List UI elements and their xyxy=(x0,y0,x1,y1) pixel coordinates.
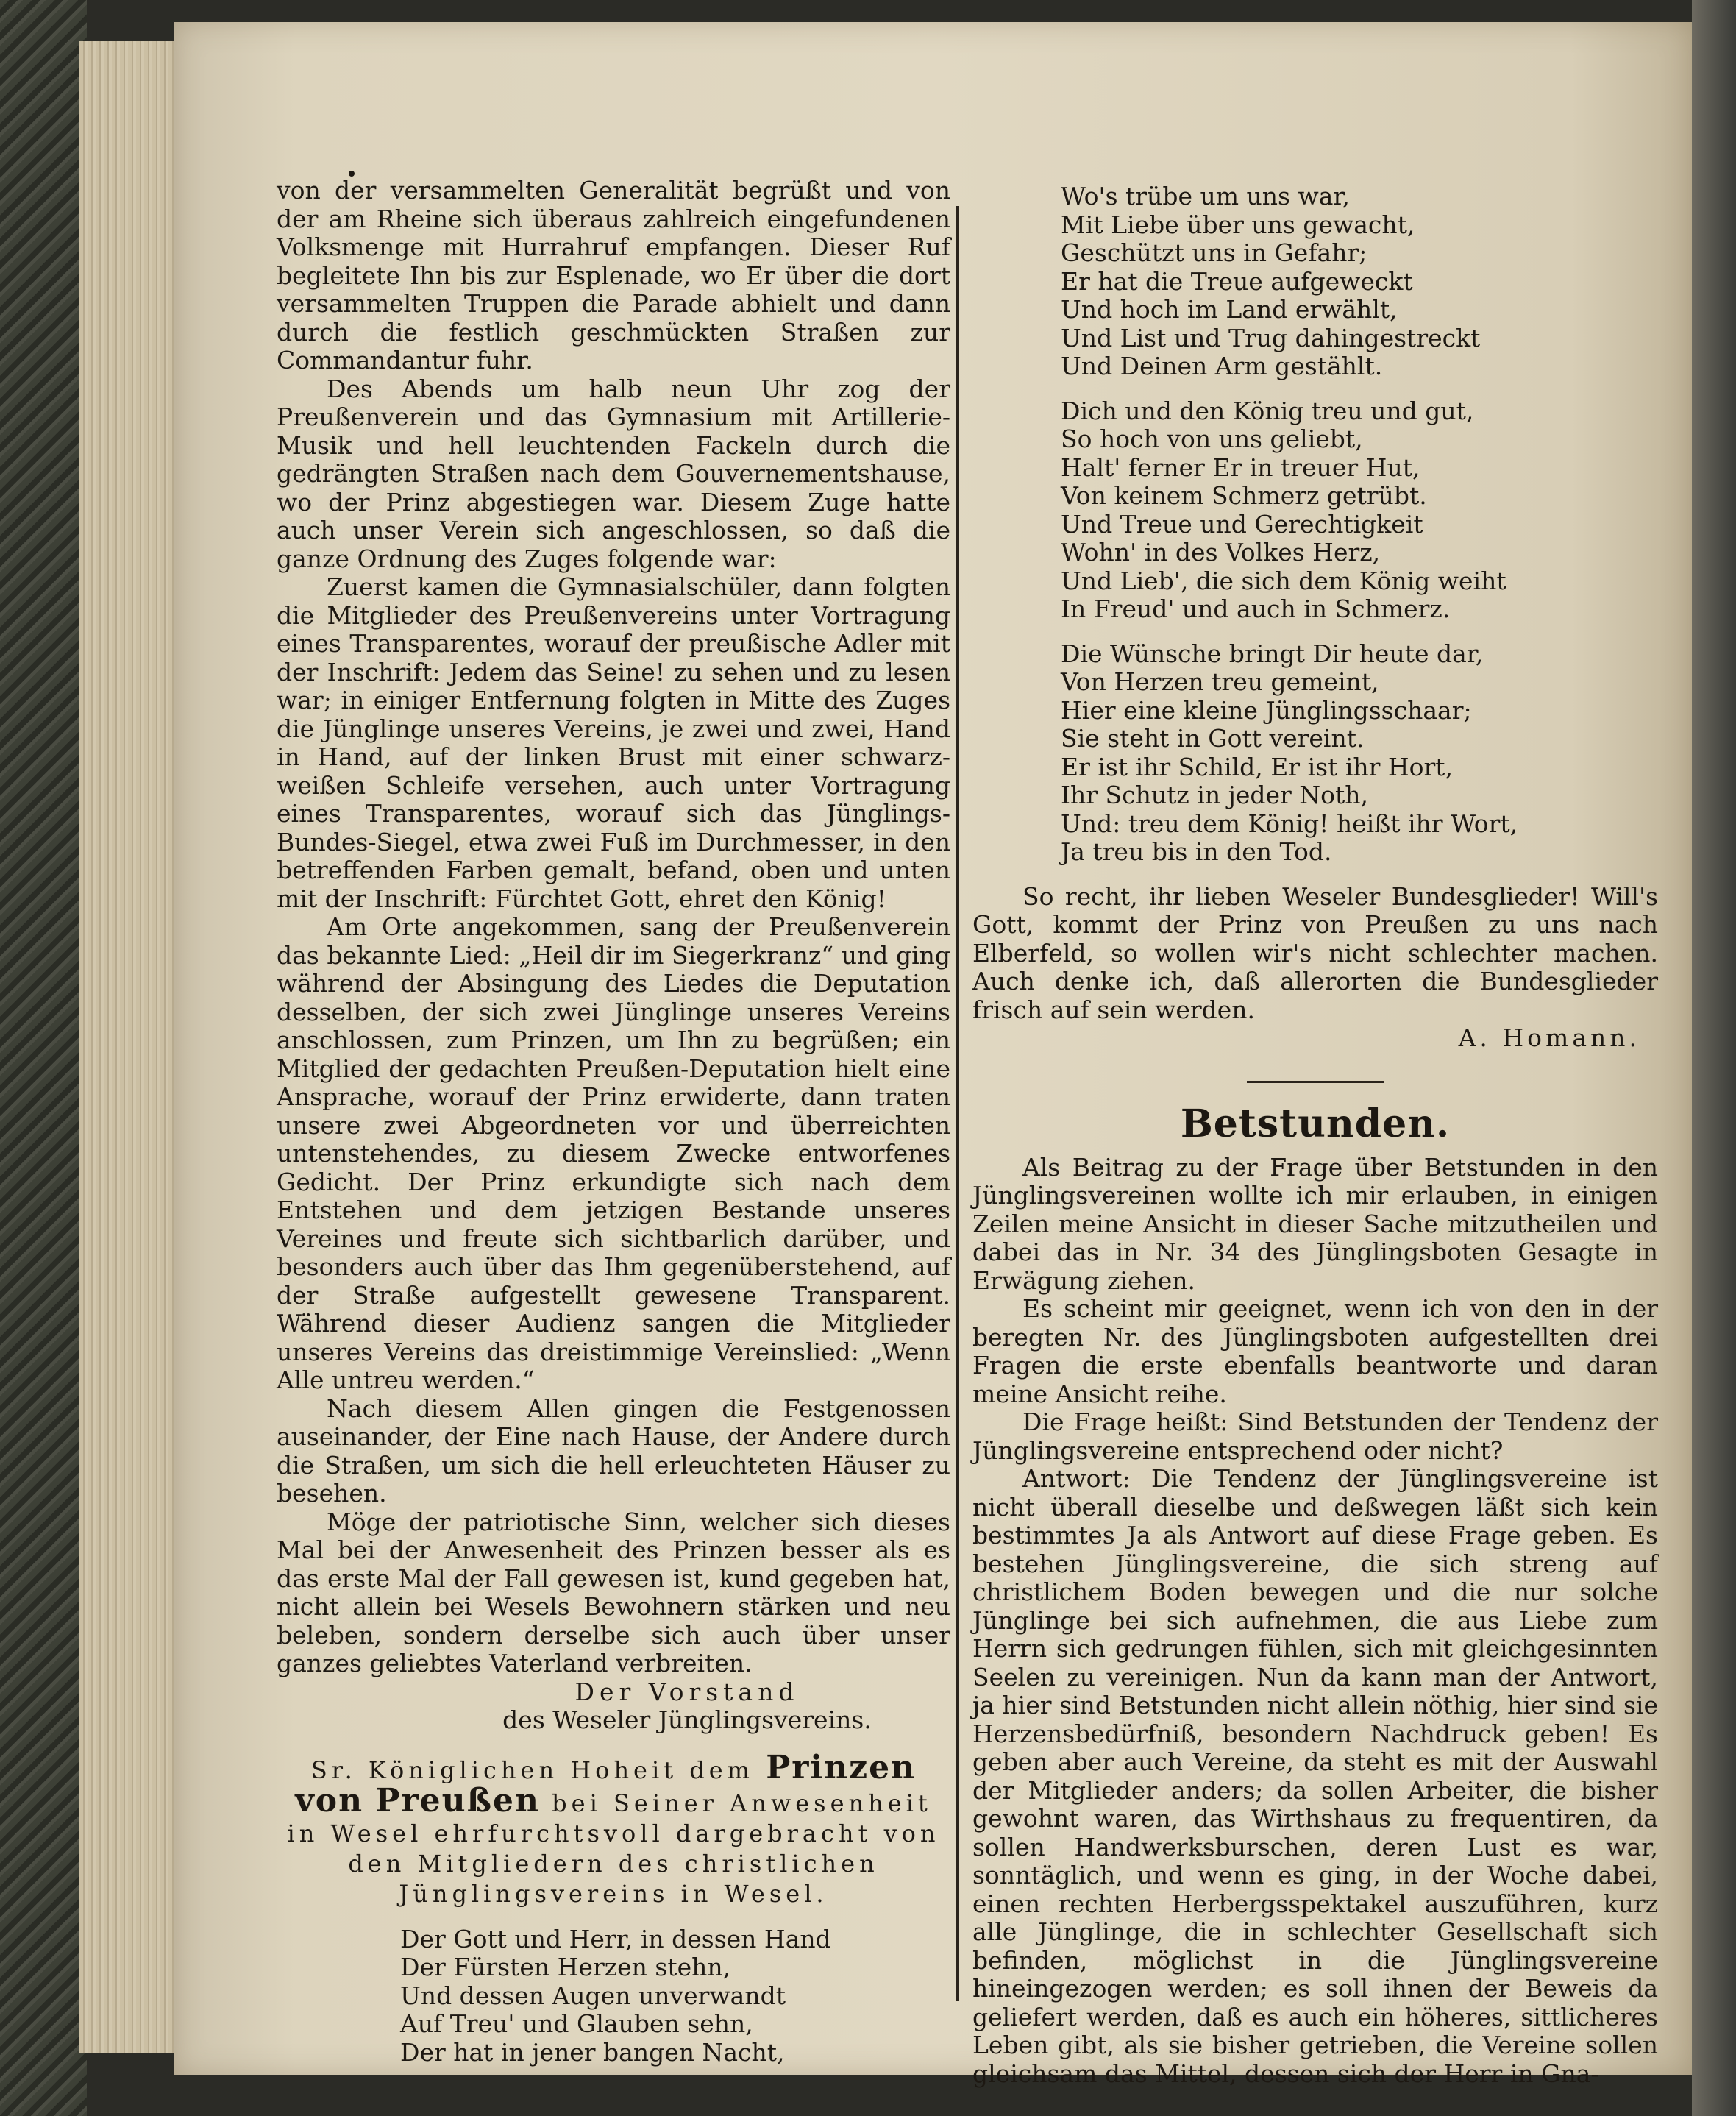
book-spine xyxy=(0,0,87,2116)
poem-line: Von keinem Schmerz getrübt. xyxy=(1061,481,1427,510)
poem-line: Und hoch im Land erwählt, xyxy=(1061,295,1398,324)
poem-line: Sie steht in Gott vereint. xyxy=(1061,724,1365,753)
left-column xyxy=(277,177,950,2067)
poem-line: Der Fürsten Herzen stehn, xyxy=(400,1953,731,1981)
poem-line: So hoch von uns geliebt, xyxy=(1061,425,1363,453)
poem-line: Und dessen Augen unverwandt xyxy=(400,1981,786,2010)
page-edges xyxy=(79,41,182,2053)
poem-stanza-3 xyxy=(972,640,1658,867)
dedication-post: bei Seiner Anwesenheit in Wesel ehrfurchtsvoll dargebracht von den Mitgliedern des christlichen Jünglingsvereins in Wesel. xyxy=(287,1789,940,1908)
dedication-bold-1: Prinzen von xyxy=(295,1748,917,1819)
poem-line: Auf Treu' und Glauben sehn, xyxy=(400,2009,753,2038)
section-divider xyxy=(1247,1081,1384,1083)
stanza-gap xyxy=(972,381,1658,397)
poem-opening xyxy=(277,1925,950,2067)
poem-line: Er ist ihr Schild, Er ist ihr Hort, xyxy=(1061,752,1454,781)
poem-line: Ja treu bis in den Tod. xyxy=(1061,837,1332,866)
dedication-bold-2: Preußen xyxy=(375,1781,540,1819)
poem-line: Und Deinen Arm gestählt. xyxy=(1061,352,1383,380)
poem-line: Und Treue und Gerechtigkeit xyxy=(1061,509,1423,539)
poem-line: Und List und Trug dahingestreckt xyxy=(1061,323,1481,352)
paragraph: Die Frage heißt: Sind Betstunden der Tendenz der Jünglingsvereine entsprechend oder nicht? xyxy=(972,1407,1658,1465)
paragraph: Es scheint mir geeignet, wenn ich von den in der beregten Nr. des Jünglingsboten aufgestellten drei Fragen die erste ebenfalls beantworte und daran meine Ansicht reihe. xyxy=(972,1294,1658,1408)
poem-stanza-2 xyxy=(972,397,1658,624)
poem-line: Dich und den König treu und gut, xyxy=(1061,396,1474,425)
closing-paragraph: So recht, ihr lieben Weseler Bundesglieder! Will's Gott, kommt der Prinz von Preußen zu uns nach Elberfeld, so wollen wir's nicht schlechter machen. Auch denke ich, daß allerorten die Bundesglieder frisch auf sein werden. xyxy=(972,881,1658,1024)
poem-line: Der hat in jener bangen Nacht, xyxy=(400,2037,785,2067)
poem-stanza-1 xyxy=(972,182,1658,381)
article-heading: Betstunden. xyxy=(1180,1101,1451,1146)
poem-line: Die Wünsche bringt Dir heute dar, xyxy=(1061,639,1484,668)
poem-line: Und Lieb', die sich dem König weiht xyxy=(1061,566,1506,595)
poem-line: Wohn' in des Volkes Herz, xyxy=(1061,538,1381,567)
paragraph: Zuerst kamen die Gymnasialschüler, dann folgten die Mitglieder des Preußenvereins unter Vortragung eines Transparentes, worauf der preußische Adler mit der Inschrift: Jedem das Seine! zu sehen und zu lesen war; in einiger Entfernung folgten in Mitte des Zuges die Jünglinge unseres Vereins, je zwei und zwei, Hand in Hand, auf der linken Brust mit einer schwarz-weißen Schleife versehen, auch unter Vortragung eines Transparentes, worauf sich das Jünglings-Bundes-Siegel, etwa zwei Fuß im Durchmesser, in den betreffenden Farben gemalt, befand, oben und unten mit der Inschrift: Fürchtet Gott, ehret den König! xyxy=(277,572,950,913)
poem-dedication xyxy=(277,1748,950,1909)
poem-line: Hier eine kleine Jünglingsschaar; xyxy=(1061,695,1472,725)
poem-line: Er hat die Treue aufgeweckt xyxy=(1061,266,1413,296)
poem-line: In Freud' und auch in Schmerz. xyxy=(1061,594,1451,623)
paragraph: Als Beitrag zu der Frage über Betstunden in den Jünglingsvereinen wollte ich mir erlauben, in einigen Zeilen meine Ansicht in dieser Sache mitzutheilen und dabei das in Nr. 34 des Jünglingsboten Gesagte in Erwägung ziehen. xyxy=(972,1152,1658,1295)
poem-line: Wo's trübe um uns war, xyxy=(1061,182,1351,210)
poem-line: Ihr Schutz in jeder Noth, xyxy=(1061,781,1369,809)
author-signature: A. Homann. xyxy=(1458,1023,1640,1052)
poem-line: Halt' ferner Er in treuer Hut, xyxy=(1061,452,1420,482)
facing-page-edge xyxy=(1692,0,1736,2116)
signature-sub: des Weseler Jünglingsvereins. xyxy=(502,1705,872,1734)
paragraph: Des Abends um halb neun Uhr zog der Preußenverein und das Gymnasium mit Artillerie-Musik und hell leuchtenden Fackeln durch die gedrängten Straßen nach dem Gouvernementshause, wo der Prinz abgestiegen war. Diesem Zuge hatte auch unser Verein sich angeschlossen, so daß die ganze Ordnung des Zuges folgende war: xyxy=(277,374,950,573)
paragraph: Nach diesem Allen gingen die Festgenossen auseinander, der Eine nach Hause, der Andere durch die Straßen, um sich die hell erleuchteten Häuser zu besehen. xyxy=(277,1393,950,1508)
paragraph: Möge der patriotische Sinn, welcher sich dieses Mal bei der Anwesenheit des Prinzen besser als es das erste Mal der Fall gewesen ist, kund gegeben hat, nicht allein bei Wesels Bewohnern stärken und neu beleben, sondern derselbe sich auch über unser ganzes geliebtes Vaterland verbreiten. xyxy=(277,1507,950,1677)
paragraph: Am Orte angekommen, sang der Preußenverein das bekannte Lied: „Heil dir im Siegerkranz“ und ging während der Absingung des Liedes die Deputation desselben, der sich zwei Jünglinge unseres Vereins anschlossen, zum Prinzen, um Ihn zu begrüßen; ein Mitglied der gedachten Preußen-Deputation hielt eine Ansprache, worauf der Prinz erwiderte, dann traten unsere zwei Abgeordneten vor und überreichten untenstehendes, zu diesem Zwecke entworfenes Gedicht. Der Prinz erkundigte sich nach dem Entstehen und dem jetzigen Bestande unseres Vereines und freute sich sichtbarlich darüber, und besonders auch über das Ihm gegenüberstehend, auf der Straße aufgestellt gewesene Transparent. Während dieser Audienz sangen die Mitglieder unseres Vereins das dreistimmige Vereinslied: „Wenn Alle untreu werden.“ xyxy=(277,912,950,1394)
poem-line: Der Gott und Herr, in dessen Hand xyxy=(400,1924,831,1953)
signature-title: Der Vorstand xyxy=(574,1677,800,1706)
stanza-gap xyxy=(972,624,1658,640)
column-rule xyxy=(956,206,959,2001)
poem-line: Und: treu dem König! heißt ihr Wort, xyxy=(1061,809,1518,838)
poem-line: Mit Liebe über uns gewacht, xyxy=(1061,210,1415,239)
right-column xyxy=(972,182,1658,2088)
paragraph: von der versammelten Generalität begrüßt und von der am Rheine sich überaus zahlreich eingefundenen Volksmenge mit Hurrahruf empfangen. Dieser Ruf begleitete Ihn bis zur Esplenade, wo Er über die dort versammelten Truppen die Parade abhielt und dann durch die festlich geschmückten Straßen zur Commandantur fuhr. xyxy=(277,176,950,374)
dedication-pre: Sr. Königlichen Hoheit dem xyxy=(310,1755,755,1784)
stanza-gap xyxy=(972,867,1658,883)
poem-line: Von Herzen treu gemeint, xyxy=(1061,667,1379,696)
paragraph: Antwort: Die Tendenz der Jünglingsvereine ist nicht überall dieselbe und deßwegen läßt sich kein bestimmtes Ja als Antwort auf diese Frage geben. Es bestehen Jünglingsvereine, die sich streng auf christlichem Boden bewegen und die nur solche Jünglinge bei sich aufnehmen, die aus Liebe zum Herrn sich gedrungen fühlen, sich mit gleichgesinnten Seelen zu vereinigen. Nun da kann man der Antwort, ja hier sind Betstunden nicht allein nöthig, hier sind sie Herzensbedürfniß, besondern Nachdruck geben! Es geben aber auch Vereine, da steht es mit der Auswahl der Mitglieder anders; da sollen Arbeiter, die bisher gewohnt waren, das Wirthshaus zu frequentiren, da sollen Handwerksburschen, deren Lust es war, sonntäglich, und wenn es ging, in der Woche dabei, einen rechten Herbergsspektakel auszuführen, kurz alle Jünglinge, die in schlechter Gesellschaft sich befinden, möglichst in die Jünglingsvereine hineingezogen werden; es soll ihnen der Beweis da geliefert werden, daß es auch ein höheres, sittlicheres Leben gibt, als sie bisher getrieben, die Vereine sollen gleichsam das Mittel, dessen sich der Herr in Gna- xyxy=(972,1464,1658,2088)
poem-line: Geschützt uns in Gefahr; xyxy=(1061,238,1367,267)
